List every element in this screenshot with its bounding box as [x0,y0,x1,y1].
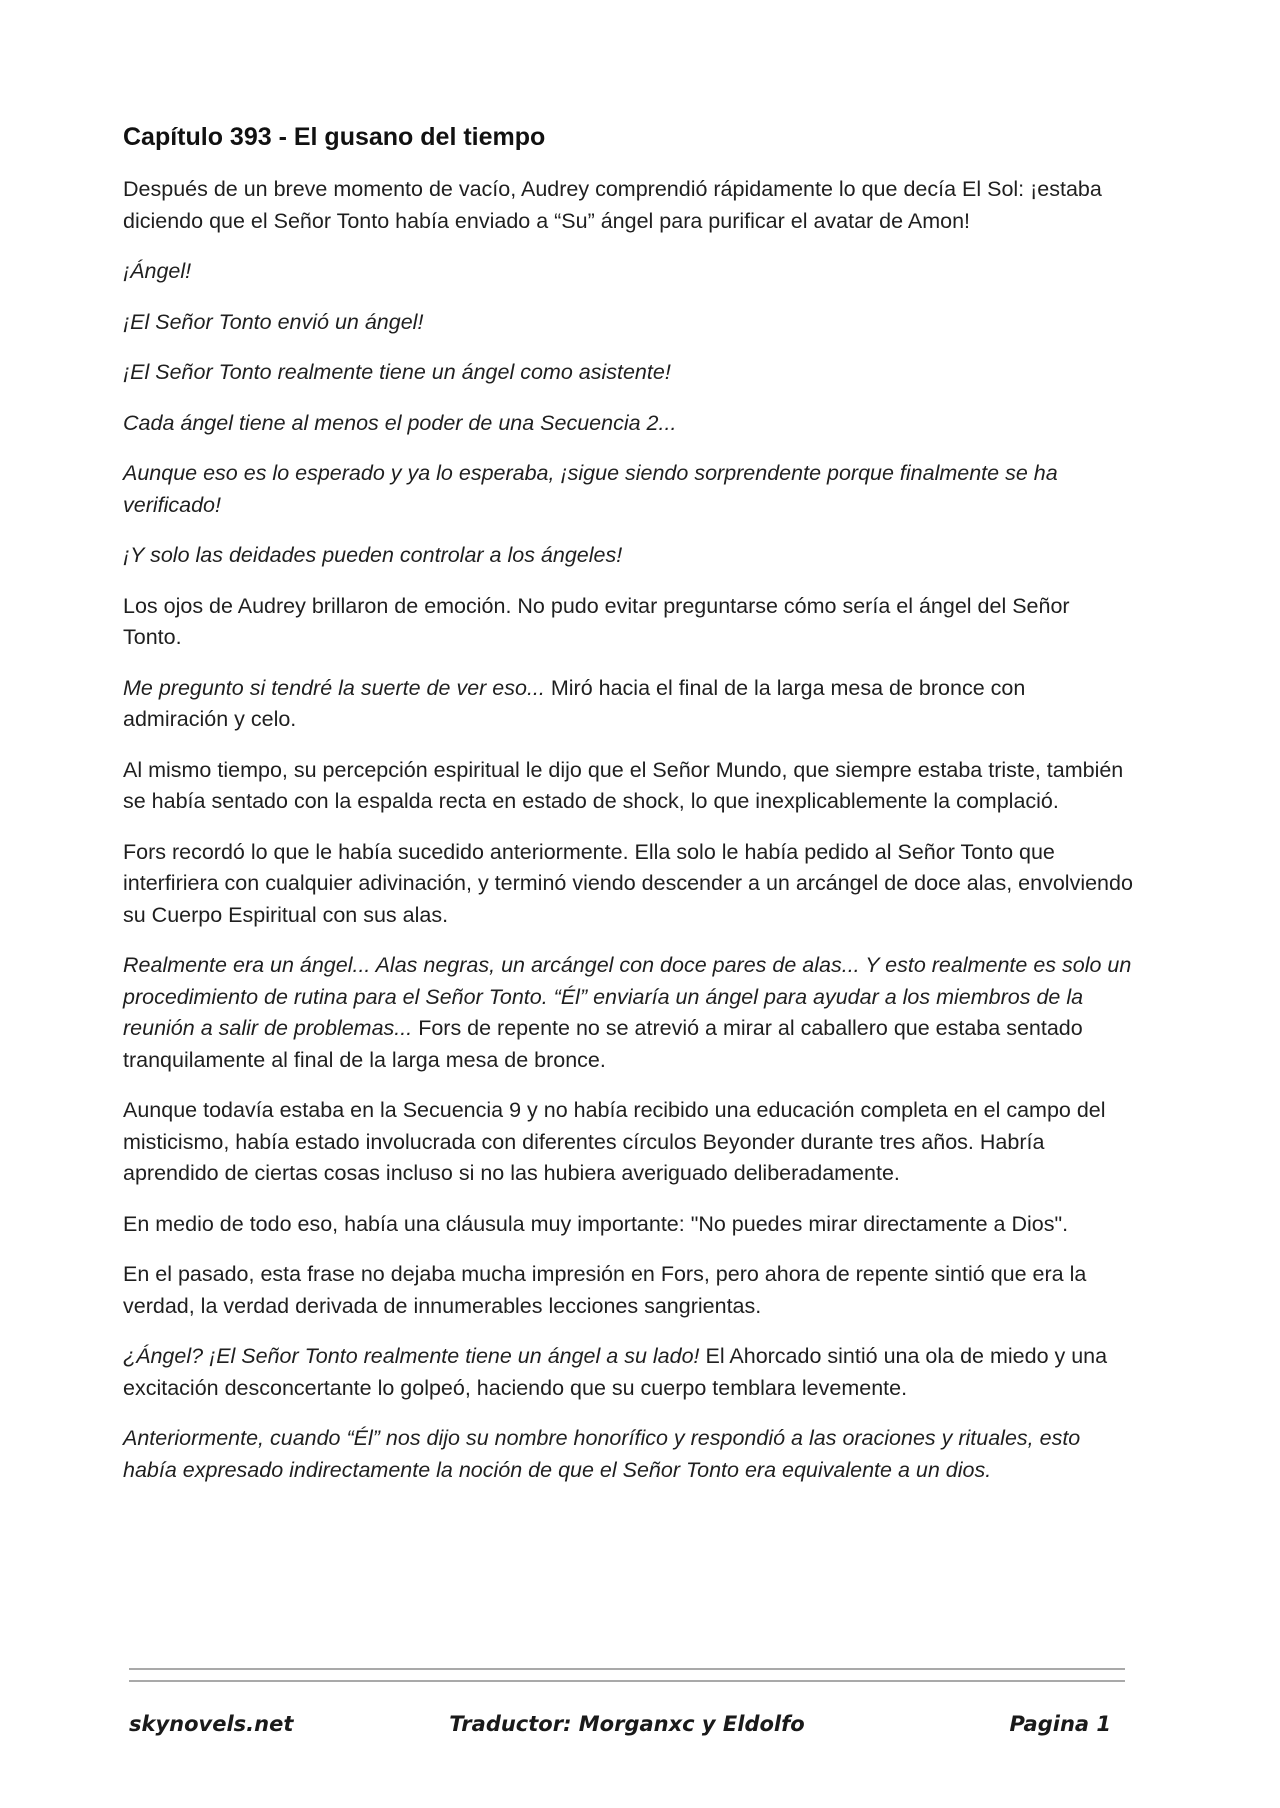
paragraph [123,540,1133,572]
text-run: Los ojos de Audrey brillaron de emoción. No pudo evitar preguntarse cómo sería el ángel del Señor Tonto. [123,593,1070,649]
italic-text-run: Aunque eso es lo esperado y ya lo esperaba, ¡sigue siendo sorprendente porque finalmente se ha verificado! [123,461,1058,517]
text-run: En medio de todo eso, había una cláusula muy importante: "No puedes mirar directamente a Dios". [123,1211,1069,1236]
paragraph [123,458,1133,521]
text-run: El Ahorcado sintió una ola de miedo y una excitación desconcertante lo golpeó, haciendo que su cuerpo temblara levemente. [123,1344,1108,1400]
italic-text-run: ¿Ángel? ¡El Señor Tonto realmente tiene un ángel a su lado! [123,1344,700,1368]
paragraph [123,1423,1133,1486]
text-run: Miró hacia el final de la larga mesa de bronce con admiración y celo. [123,675,1026,731]
italic-text-run: ¡El Señor Tonto realmente tiene un ángel como asistente! [123,360,671,384]
text-run: Al mismo tiempo, su percepción espiritual le dijo que el Señor Mundo, que siempre estaba triste, también se había sentado con la espalda recta en estado de shock, lo que inexplicablemente la complació. [123,757,1124,813]
italic-text-run: ¡Ángel! [123,259,192,283]
paragraph [123,1095,1133,1190]
text-run: En el pasado, esta frase no dejaba mucha impresión en Fors, pero ahora de repente sintió que era la verdad, la verdad derivada de innumerables lecciones sangrientas. [123,1262,1087,1318]
chapter-title: Capítulo 393 - El gusano del tiempo [123,123,546,151]
paragraph [123,408,1133,440]
footer-page-number: Pagina 1 [1009,1712,1111,1736]
paragraph [123,591,1133,654]
page-footer [129,1712,1125,1746]
paragraph [123,1341,1133,1404]
paragraph [123,307,1133,339]
paragraph [123,673,1133,736]
divider-line [129,1680,1125,1682]
footer-divider [129,1668,1125,1682]
italic-text-run: ¡El Señor Tonto envió un ángel! [123,309,424,334]
italic-text-run: Me pregunto si tendré la suerte de ver eso... [123,675,545,700]
paragraph [123,1209,1133,1241]
paragraph [123,174,1133,237]
paragraph [123,837,1133,932]
text-run: Fors de repente no se atrevió a mirar al caballero que estaba sentado tranquilamente al final de la larga mesa de bronce. [123,1016,1083,1072]
italic-text-run: Anteriormente, cuando “Él” nos dijo su nombre honorífico y respondió a las oraciones y rituales, esto había expresado indirectamente la noción de que el Señor Tonto era equivalente a un dios. [123,1426,1081,1482]
paragraph [123,755,1133,818]
italic-text-run: ¡Y solo las deidades pueden controlar a los ángeles! [123,543,623,567]
paragraph [123,357,1133,389]
paragraph [123,1259,1133,1322]
footer-site: skynovels.net [129,1712,294,1736]
footer-translator: Traductor: Morganxc y Eldolfo [449,1712,805,1736]
paragraph [123,950,1133,1076]
text-run: Aunque todavía estaba en la Secuencia 9 y no había recibido una educación completa en el campo del misticismo, había estado involucrada con diferentes círculos Beyonder durante tres años. Habría aprendido de ciertas cosas incluso si no las hubiera averiguado deliberadamente. [123,1098,1106,1185]
italic-text-run: Realmente era un ángel... Alas negras, un arcángel con doce pares de alas... Y esto realmente es solo un procedimiento de rutina para el Señor Tonto. “Él” enviaría un ángel para ayudar a los miembros de la reunión a salir de problemas... [123,953,1132,1040]
text-run: Después de un breve momento de vacío, Audrey comprendió rápidamente lo que decía El Sol: ¡estaba diciendo que el Señor Tonto había enviado a “Su” ángel para purificar el avatar de Amon! [123,177,1102,233]
paragraph [123,256,1133,288]
divider-line [129,1668,1125,1670]
text-run: Fors recordó lo que le había sucedido anteriormente. Ella solo le había pedido al Señor Tonto que interfiriera con cualquier adivinación, y terminó viendo descender a un arcángel de doce alas, envolviendo su Cuerpo Espiritual con sus alas. [123,839,1133,927]
paragraph-list [123,174,1133,1486]
italic-text-run: Cada ángel tiene al menos el poder de una Secuencia 2... [123,410,677,435]
document-body [123,120,1133,1505]
